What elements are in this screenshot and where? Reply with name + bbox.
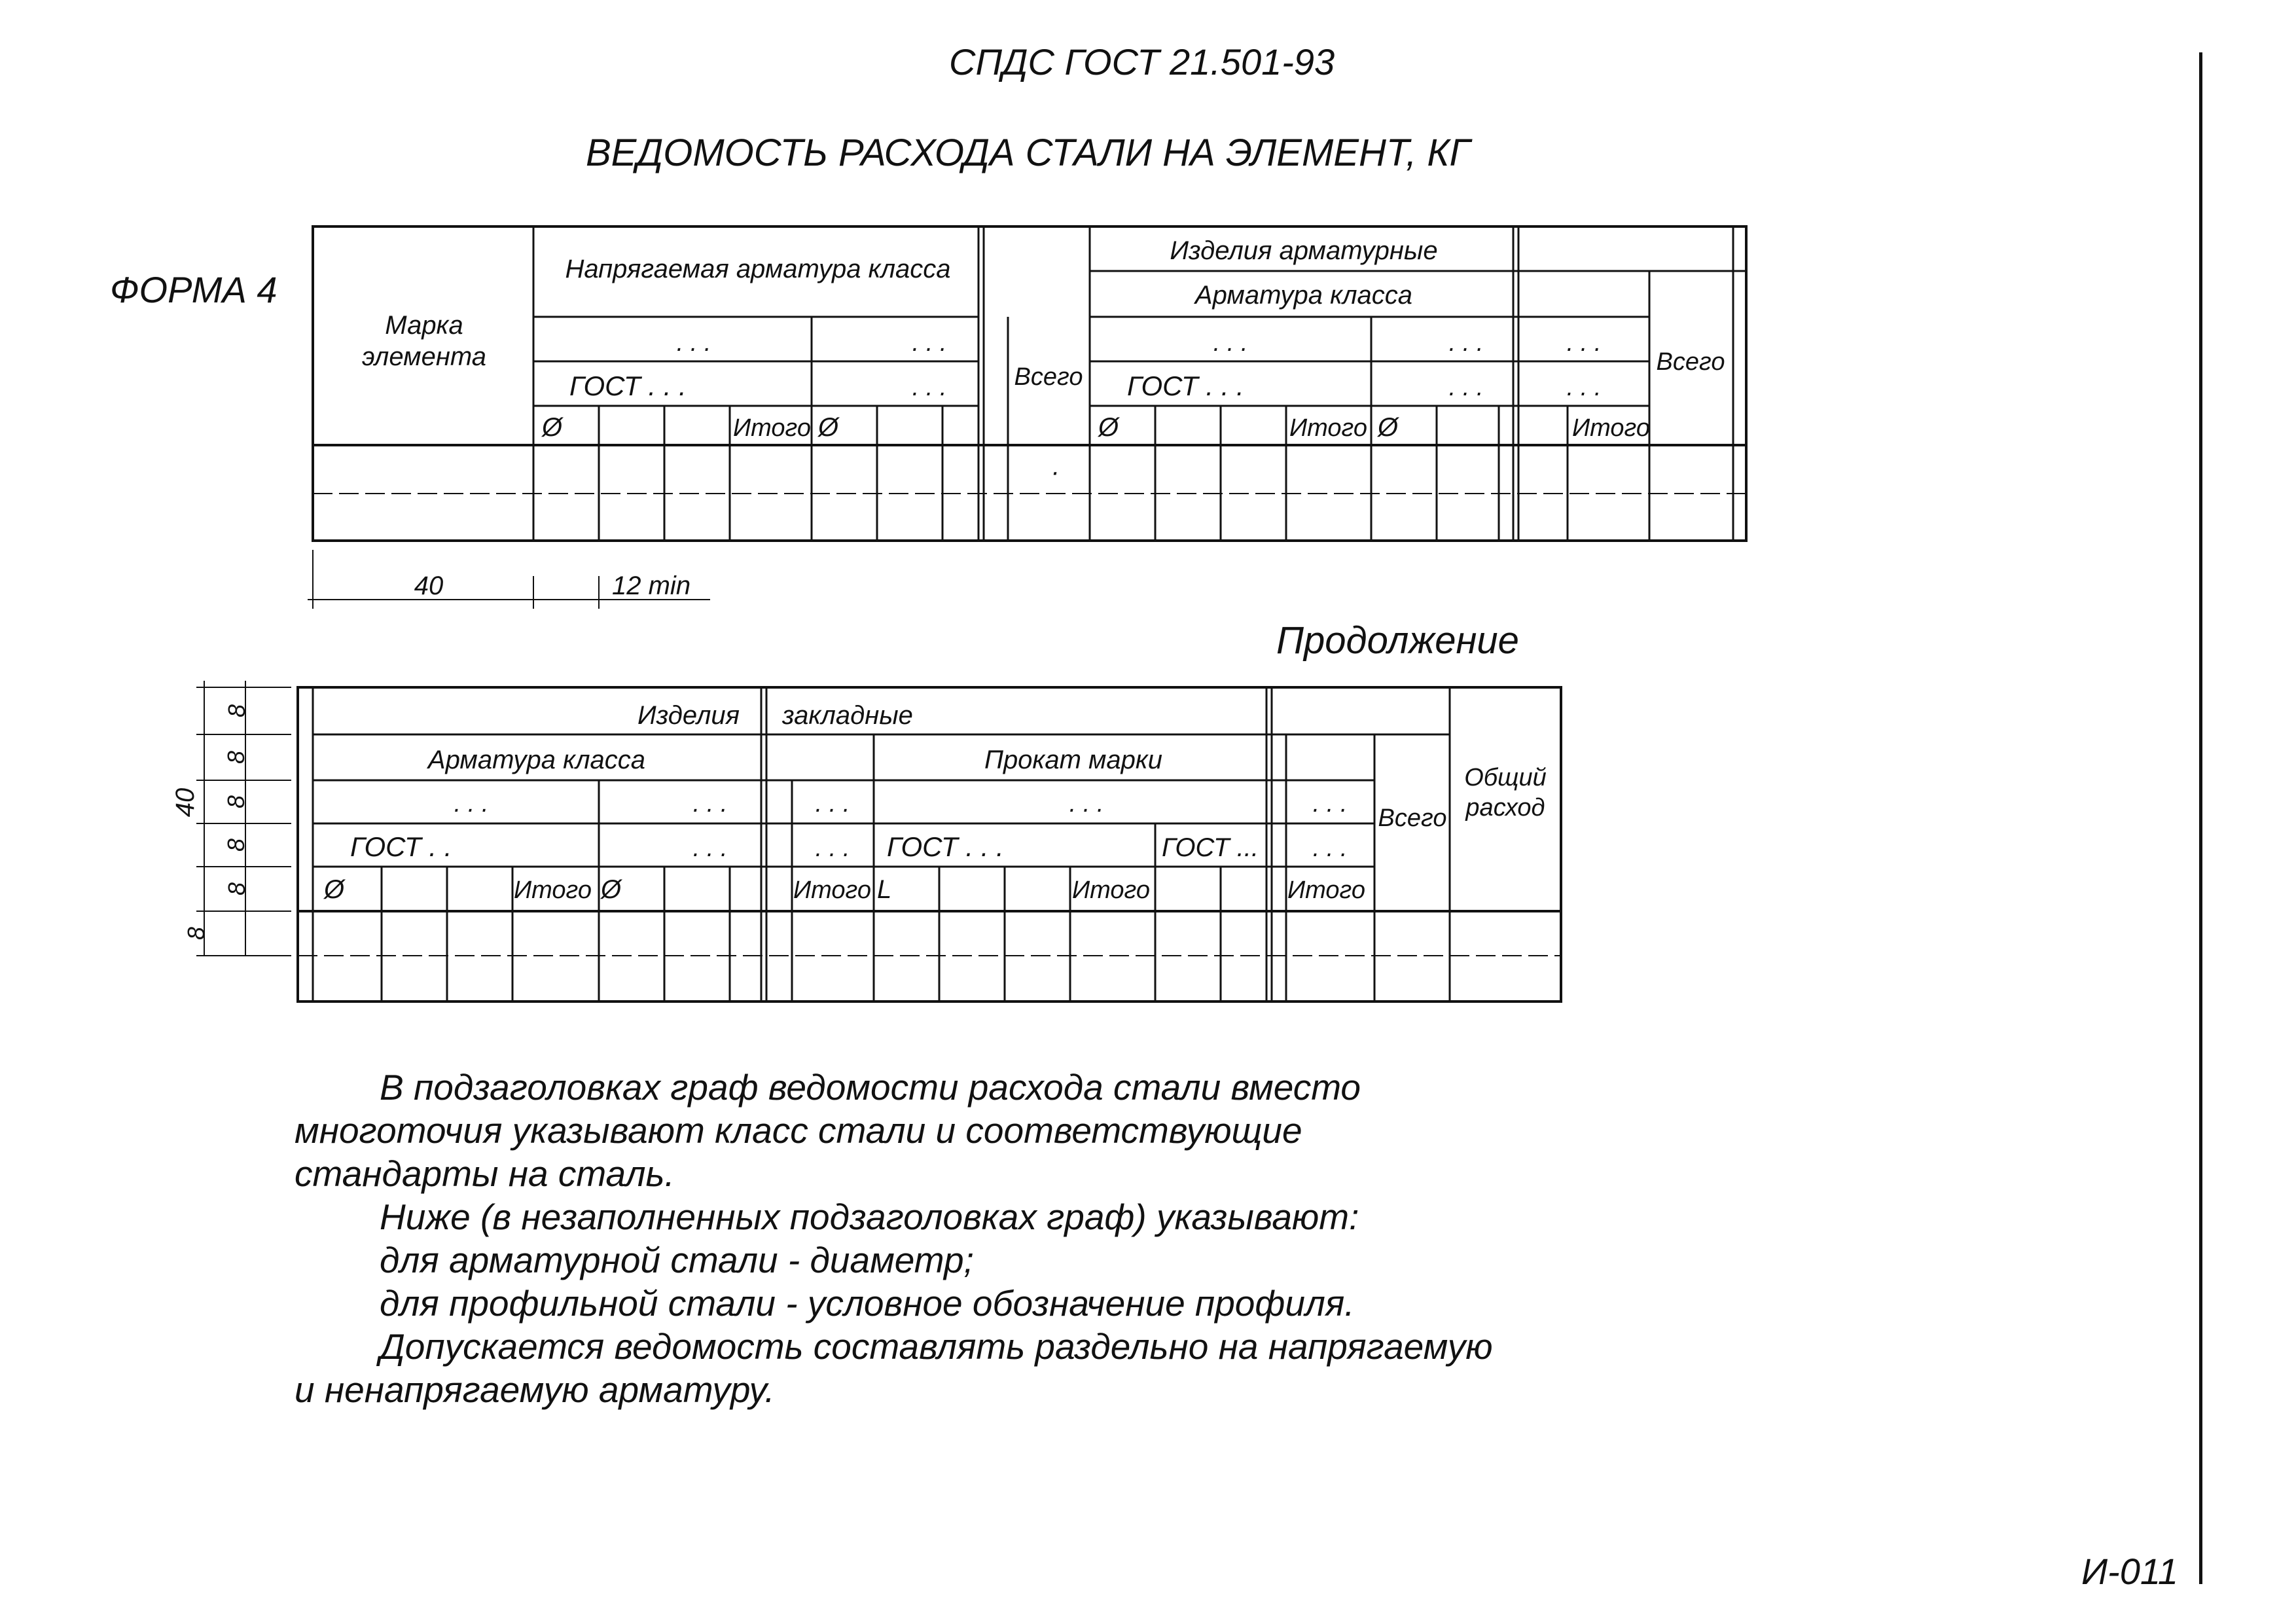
dim-12min: 12 min [612, 571, 691, 600]
dots-t2-4: . . . [1069, 790, 1104, 818]
itogo-t2-1: Итого [514, 876, 592, 904]
dim-h40: 40 [171, 787, 200, 818]
dot-mark: · [1050, 458, 1060, 486]
continuation-label: Продолжение [1276, 619, 1519, 662]
diam-t2-2: Ø [601, 875, 622, 904]
itogo-t2-3: Итого [1072, 876, 1150, 904]
itogo-2: Итого [1289, 414, 1367, 442]
notes-block [295, 1066, 1505, 1411]
dots-t2-1: . . . [454, 790, 489, 818]
note-5: Допускается ведомость составлять раздельно на напрягаемую и ненапрягаемую арматуру. [295, 1326, 1493, 1410]
dim-h8-1: 8 [223, 704, 250, 718]
gost-t2-1: ГОСТ . . [350, 831, 452, 862]
dots-1: . . . [676, 329, 711, 357]
dots-t2-7: . . . [815, 835, 850, 862]
note-4: для профильной стали - условное обозначение профиля. [380, 1283, 1355, 1324]
dots-t2-3: . . . [815, 790, 850, 818]
page-header: СПДС ГОСТ 21.501-93 [949, 41, 1335, 82]
izdeliya-arm-header: Изделия арматурные [1170, 236, 1438, 265]
vsego-2: Всего [1656, 348, 1725, 376]
dim-h8-4: 8 [223, 838, 249, 852]
gost-t2-2: ГОСТ . . . [887, 831, 1004, 862]
gost-1: ГОСТ . . . [569, 370, 687, 401]
diam-t2-1: Ø [324, 875, 345, 904]
diam-3: Ø [1098, 413, 1119, 442]
dots-t2-2: . . . [692, 790, 728, 818]
diam-1: Ø [542, 413, 563, 442]
dots-t2-5: . . . [1312, 790, 1348, 818]
dots-5: . . . [1448, 329, 1484, 357]
note-2: Ниже (в незаполненных подзаголовках граф) указывают: [380, 1197, 1359, 1237]
prokat-marki: Прокат марки [984, 746, 1163, 774]
dim-40: 40 [414, 571, 444, 600]
vsego-t2: Всего [1378, 804, 1447, 832]
dim-h8-3: 8 [223, 795, 249, 809]
sheet-title: ВЕДОМОСТЬ РАСХОДА СТАЛИ НА ЭЛЕМЕНТ, КГ [586, 132, 1471, 174]
itogo-3: Итого [1572, 414, 1650, 442]
marka-label-1: Марка [385, 311, 463, 340]
itogo-t2-2: Итого [793, 876, 871, 904]
dots-8: . . . [1566, 374, 1602, 401]
dots-2: . . . [912, 329, 947, 357]
dim-h8-5: 8 [223, 882, 250, 896]
l-t2: L [877, 875, 892, 904]
vsego-1: Всего [1014, 363, 1083, 391]
dots-t2-8: . . . [1312, 835, 1348, 862]
dots-7: . . . [1566, 329, 1602, 357]
note-3: для арматурной стали - диаметр; [380, 1240, 974, 1280]
dots-4: . . . [1213, 329, 1248, 357]
itogo-1: Итого [733, 414, 811, 442]
sheet-code: И-011 [2081, 1551, 2178, 1592]
izdeliya-header: Изделия [637, 701, 740, 730]
diam-4: Ø [1378, 413, 1399, 442]
zakladnye-header: закладные [782, 701, 913, 730]
dim-h8-2: 8 [223, 750, 249, 765]
armatura-klassa-2: Арматура класса [427, 746, 646, 774]
itogo-t2-4: Итого [1287, 876, 1365, 904]
note-1: В подзаголовках граф ведомости расхода стали вместо многоточия указывают класс стали и соответствующие стандарты на сталь. [295, 1067, 1361, 1194]
gost-2: ГОСТ . . . [1127, 370, 1244, 401]
obshchiy-1: Общий [1464, 764, 1547, 791]
gost-t2-3: ГОСТ ... [1162, 833, 1259, 862]
prestressed-header: Напрягаемая арматура класса [565, 255, 951, 283]
form-label: ФОРМА 4 [110, 269, 278, 310]
dots-3: . . . [912, 374, 947, 401]
marka-label-2: элемента [362, 342, 486, 371]
dots-6: . . . [1448, 374, 1484, 401]
diam-2: Ø [818, 413, 839, 442]
armatura-klassa-1: Арматура класса [1194, 281, 1413, 310]
obshchiy-2: расход [1465, 794, 1545, 821]
dim-h8-6: 8 [183, 926, 209, 941]
dots-t2-6: . . . [692, 835, 728, 862]
